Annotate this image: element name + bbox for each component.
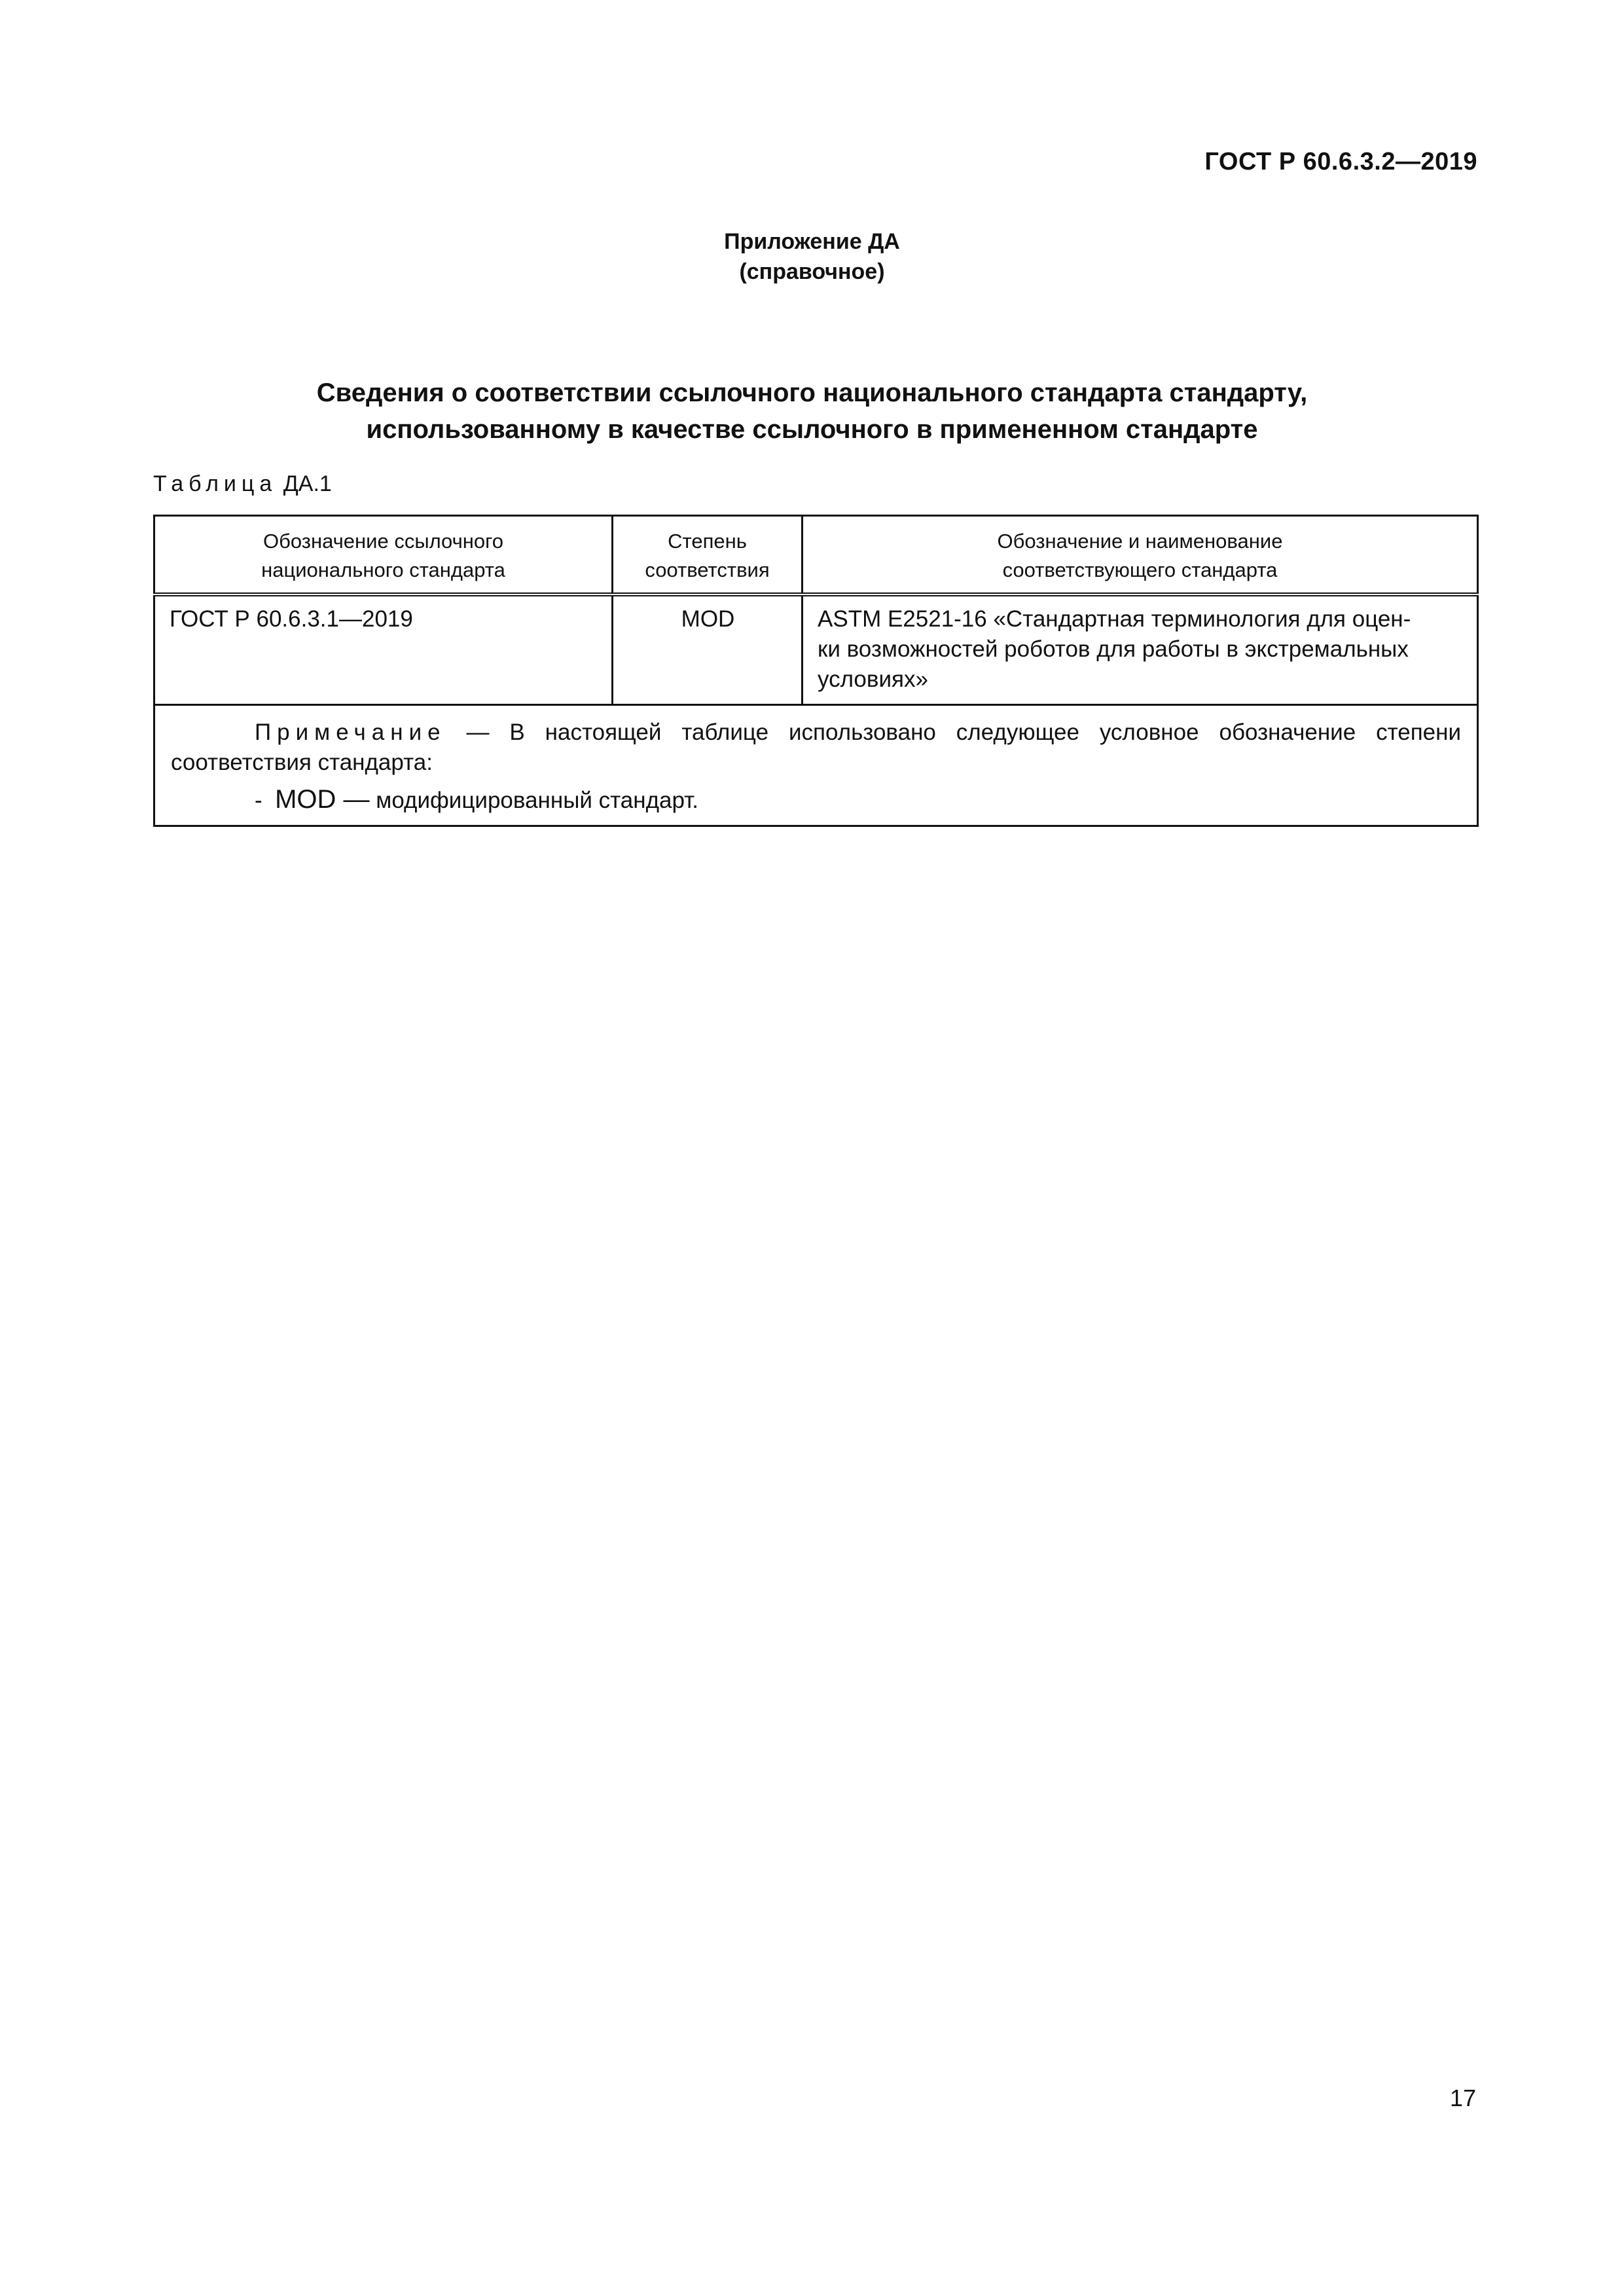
section-title-line-1: Сведения о соответствии ссылочного национального стандарта стандарту, <box>316 378 1308 407</box>
note-line-1 <box>171 718 1461 748</box>
note-item-text: модифицированный стандарт. <box>369 788 699 813</box>
table-note <box>154 705 1478 826</box>
note-line-2: соответствия стандарта: <box>171 750 433 775</box>
annex-heading <box>0 227 1624 287</box>
document-designation: ГОСТ Р 60.6.3.2—2019 <box>1204 148 1477 175</box>
cell-national-standard: ГОСТ Р 60.6.3.1—2019 <box>154 594 613 705</box>
note-list-item <box>171 784 1461 816</box>
header-degree: Степень соответствия <box>613 516 803 595</box>
header-national-standard: Обозначение ссылочного национального стандарта <box>154 516 613 595</box>
page-number: 17 <box>1449 2085 1476 2111</box>
note-item-code: MOD — <box>275 785 370 814</box>
section-title <box>0 374 1624 448</box>
table-row <box>154 594 1478 705</box>
note-line-1-text: — В настоящей таблице использовано следующее условное обозначение степени <box>446 720 1461 745</box>
table-caption <box>153 471 332 497</box>
table-caption-label: Таблица <box>153 471 278 496</box>
section-title-line-2: использованному в качестве ссылочного в примененном стандарте <box>366 415 1258 444</box>
annex-title: Приложение ДА <box>724 229 900 254</box>
header-corresponding-standard: Обозначение и наименование соответствующего стандарта <box>803 516 1478 595</box>
annex-type: (справочное) <box>739 259 885 284</box>
cell-degree: MOD <box>613 594 803 705</box>
table-caption-number: ДА.1 <box>283 471 332 496</box>
note-item-bullet: - <box>255 788 262 813</box>
table-header-row <box>154 516 1478 595</box>
table-note-row <box>154 705 1478 826</box>
cell-corresponding-standard: ASTM E2521-16 «Стандартная терминология для оцен- ки возможностей роботов для работы в экстремальных условиях» <box>803 594 1478 705</box>
note-label: Примечание <box>255 720 446 745</box>
correspondence-table <box>153 515 1479 827</box>
